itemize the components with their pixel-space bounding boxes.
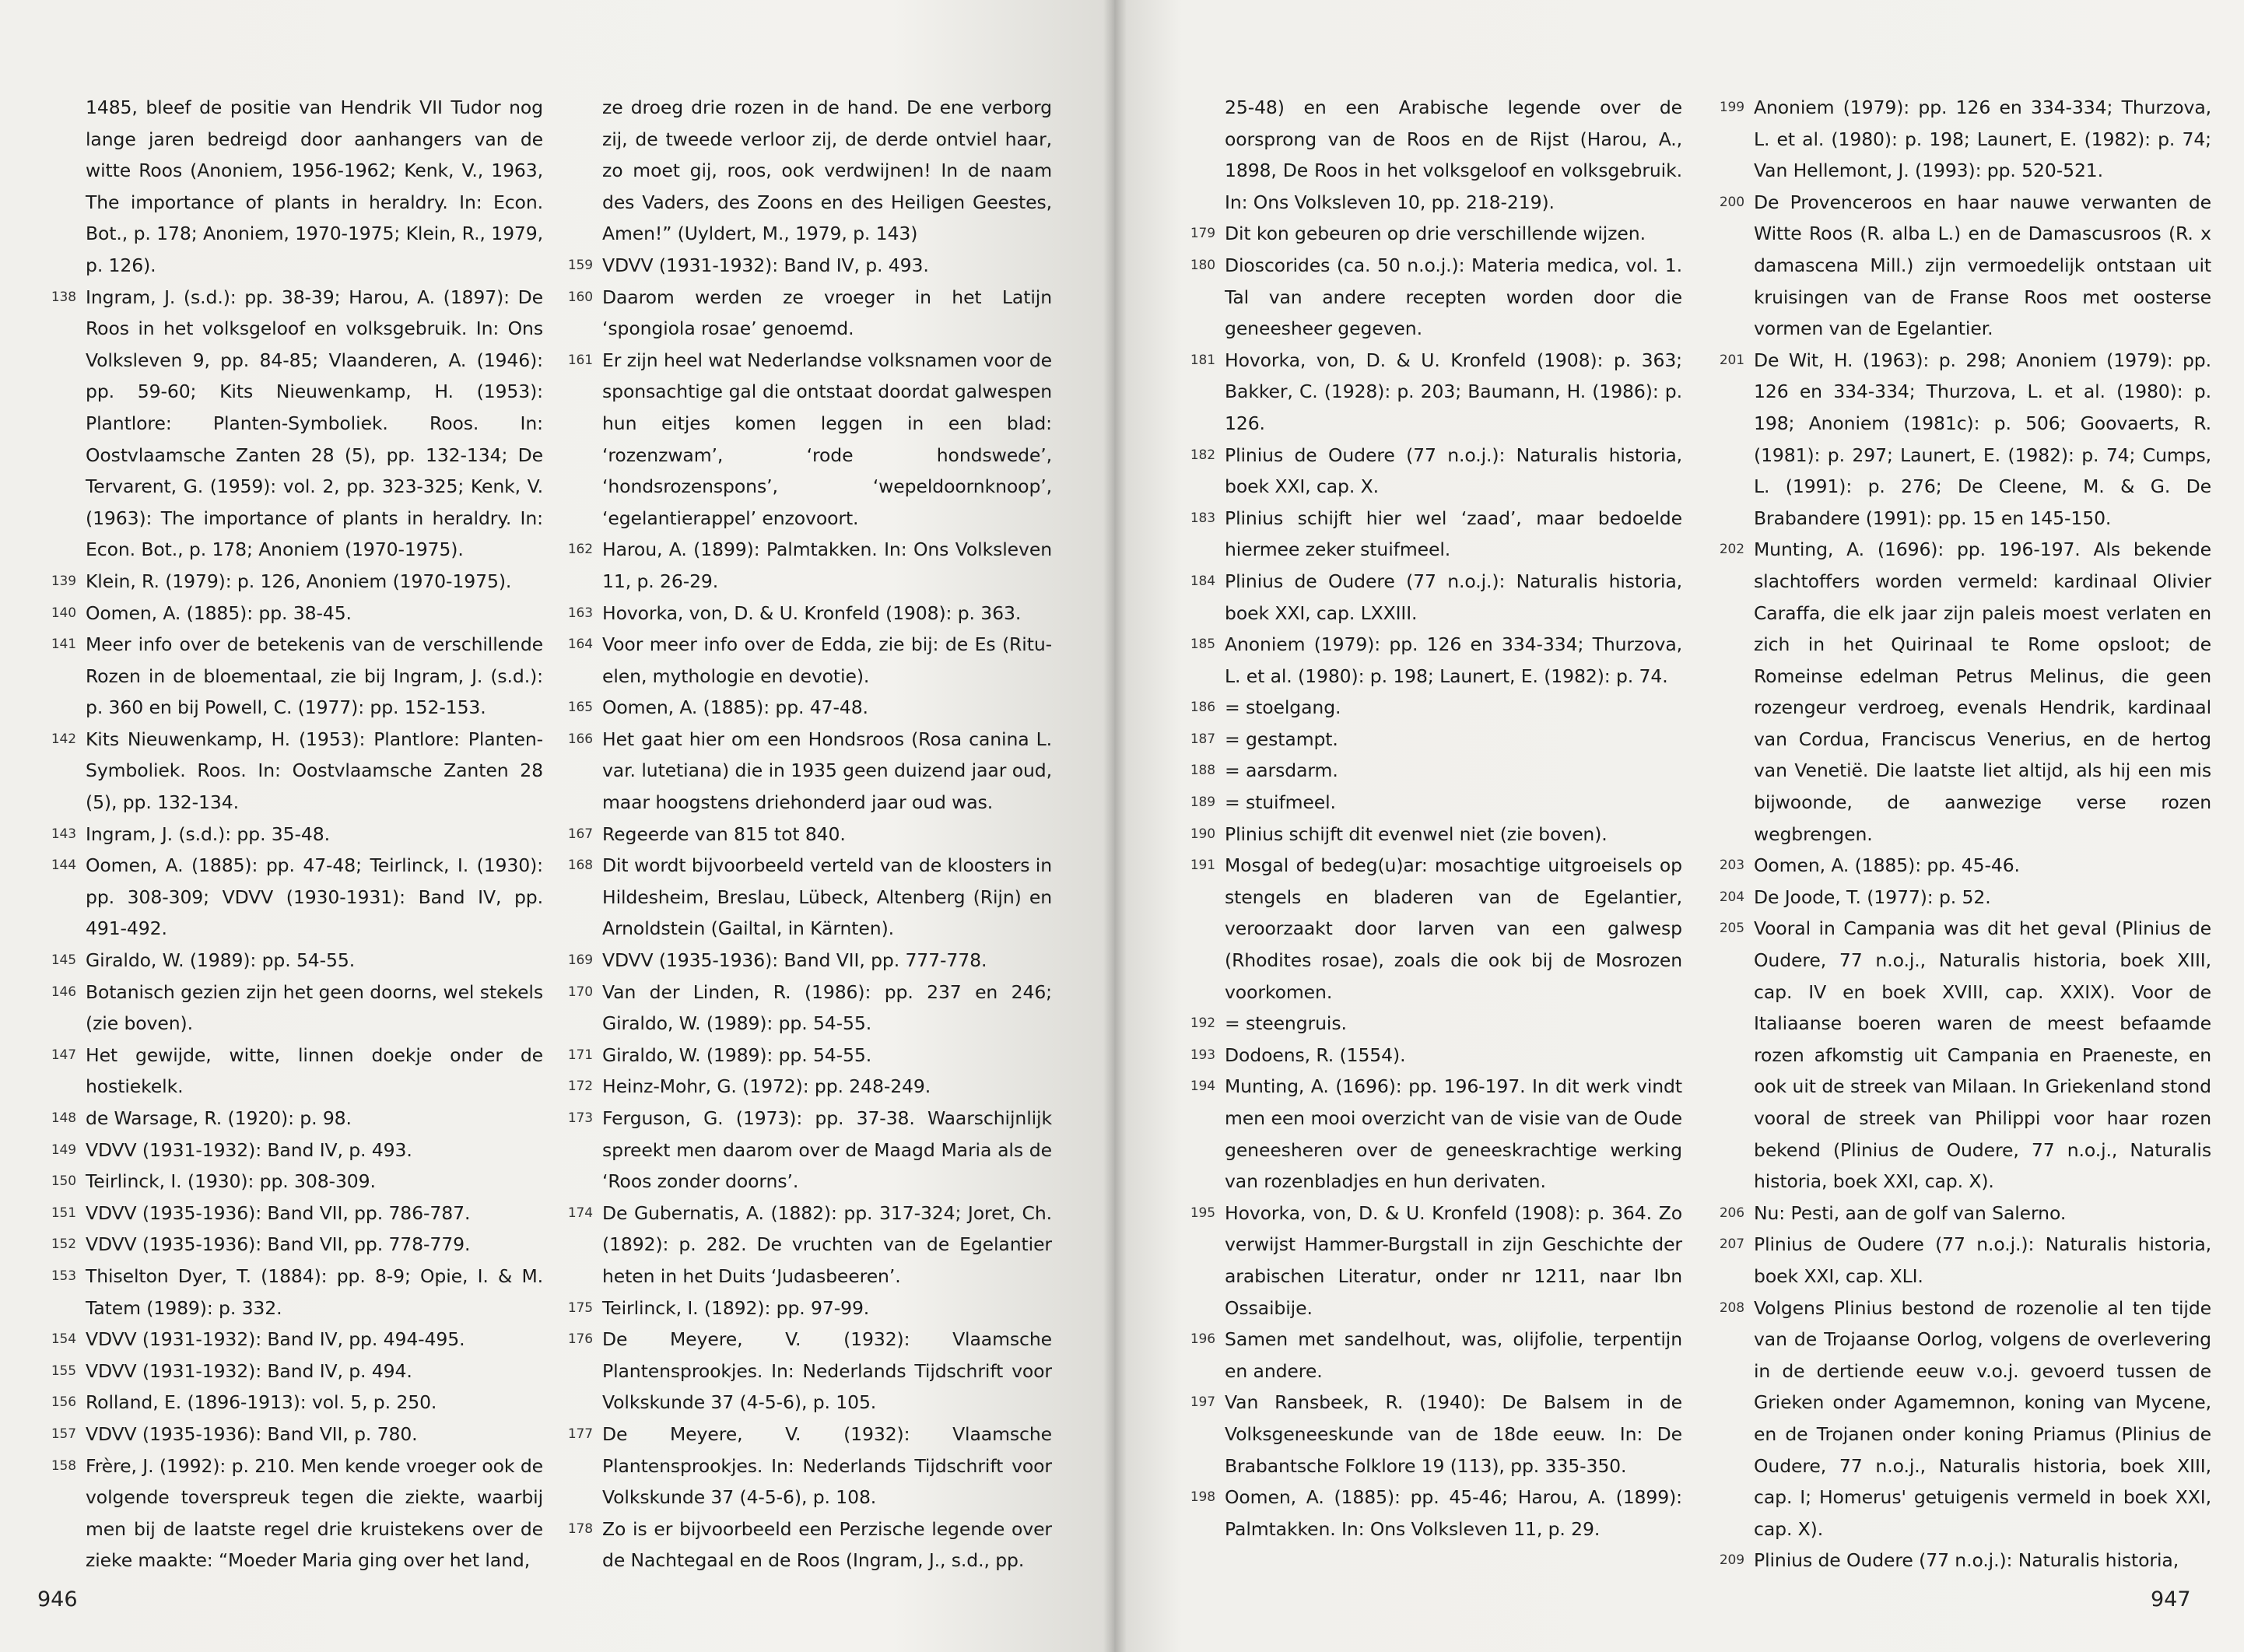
- footnote-item: [37, 1229, 543, 1261]
- footnote-text: Vooral in Campania was dit het geval (Plinius de Oudere, 77 n.o.j., Naturalis historia, boek XIII, cap. IV en boek XVIII, cap. XXIX). Voor de Italiaanse boeren waren de meest befaamde rozen afkomstig uit Campania en Praeneste, en ook uit de streek van Milaan. In Griekenland stond vooral de streek van Philippi voor haar rozen bekend (Plinius de Oudere, 77 n.o.j., Naturalis historia, boek XXI, cap. X).: [1754, 917, 2211, 1193]
- footnote-number: 190: [1190, 826, 1215, 842]
- footnote-text: 25-48) en een Arabische legende over de oorsprong van de Roos en de Rijst (Harou, A., 1898, De Roos in het volksgeloof en volksgebruik. In: Ons Volksleven 10, pp. 218-219).: [1225, 96, 1682, 213]
- footnote-number: 195: [1190, 1205, 1215, 1221]
- footnote-number: 205: [1719, 921, 1744, 937]
- footnote-item: [1706, 1292, 2211, 1545]
- footnote-item: [37, 1450, 543, 1577]
- footnote-number: 138: [51, 289, 76, 305]
- footnote-text: De Joode, T. (1977): p. 52.: [1754, 886, 1991, 908]
- footnote-text: Botanisch gezien zijn het geen doorns, wel stekels (zie boven).: [86, 980, 543, 1035]
- footnote-number: 160: [567, 289, 593, 305]
- footnote-text: Anoniem (1979): pp. 126 en 334-334; Thurzova, L. et al. (1980): p. 198; Launert, E. (1982): p. 74; Van Hellemont, J. (1993): pp. 520-521.: [1754, 96, 2211, 182]
- footnote-item: [37, 1419, 543, 1450]
- footnote-item: [1176, 1008, 1682, 1040]
- footnote-text: Hovorka, von, D. & U. Kronfeld (1908): p. 363.: [602, 602, 1022, 624]
- footnote-text: = stoelgang.: [1225, 696, 1341, 719]
- footnote-number: 147: [51, 1047, 76, 1063]
- footnote-text: Ferguson, G. (1973): pp. 37-38. Waarschijnlijk spreekt men daarom over de Maagd Maria als de ‘Roos zonder doorns’.: [602, 1107, 1052, 1193]
- footnote-text: Plinius de Oudere (77 n.o.j.): Naturalis historia, boek XXI, cap. XLI.: [1754, 1233, 2211, 1287]
- footnote-item: [37, 1387, 543, 1419]
- footnote-item: [37, 1040, 543, 1103]
- footnote-text: Dodoens, R. (1554).: [1225, 1043, 1406, 1066]
- footnote-number: 172: [567, 1079, 593, 1095]
- footnote-number: 187: [1190, 731, 1215, 747]
- footnote-number: 208: [1719, 1300, 1744, 1316]
- footnote-number: 194: [1190, 1079, 1215, 1095]
- footnote-text: Heinz-Mohr, G. (1972): pp. 248-249.: [602, 1075, 931, 1098]
- footnote-text: De Provenceroos en haar nauwe verwanten de Witte Roos (R. alba L.) en de Damascusroos (R. x damascena Mill.) zijn vermoedelijk ontstaan uit kruisingen van de Franse Roos met oosterse vormen van de Egelantier.: [1754, 191, 2211, 340]
- page-number-left: 946: [37, 1587, 78, 1612]
- footnote-number: 158: [51, 1457, 76, 1474]
- footnote-item: [37, 1261, 543, 1324]
- footnote-item: [554, 1419, 1052, 1513]
- footnote-item: [1176, 503, 1682, 566]
- footnote-item: [554, 819, 1052, 851]
- footnote-text: Giraldo, W. (1989): pp. 54-55.: [86, 949, 356, 972]
- footnote-item: [1176, 440, 1682, 503]
- footnote-number: 200: [1719, 194, 1744, 210]
- footnote-text: Volgens Plinius bestond de rozenolie al ten tijde van de Trojaanse Oorlog, volgens de overlevering in de dertiende eeuw v.o.j. gevoerd tussen de Grieken onder Agamemnon, koning van Mycene, en de Trojanen onder koning Priamus (Plinius de Oudere, 77 n.o.j., Naturalis historia, boek XIII, cap. I; Homerus' getuigenis vermeld in boek XXI, cap. X).: [1754, 1296, 2211, 1540]
- footnote-item: [1176, 250, 1682, 345]
- footnote-item: [554, 977, 1052, 1040]
- footnote-item: [554, 92, 1052, 250]
- footnote-item: [1706, 345, 2211, 535]
- right-page: [1114, 0, 2244, 1652]
- footnote-item: [554, 1324, 1052, 1419]
- footnote-item: [554, 250, 1052, 282]
- footnote-item: [1176, 692, 1682, 724]
- footnote-item: [37, 1166, 543, 1198]
- footnote-number: 206: [1719, 1205, 1744, 1221]
- page-number-right: 947: [2151, 1587, 2191, 1612]
- footnote-item: [1176, 1324, 1682, 1387]
- footnote-text: VDVV (1931-1932): Band IV, p. 493.: [602, 254, 929, 276]
- footnote-text: Frère, J. (1992): p. 210. Men kende vroeger ook de volgende toverspreuk tegen die ziekte, waarbij men bij de laatste regel drie kruistekens over de zieke maakte: “Moeder Maria ging over het land,: [86, 1454, 543, 1572]
- footnote-text: VDVV (1931-1932): Band IV, p. 493.: [86, 1138, 412, 1161]
- footnote-number: 165: [567, 700, 593, 716]
- footnote-text: Meer info over de betekenis van de verschillende Rozen in de bloementaal, zie bij Ingram, J. (s.d.): p. 360 en bij Powell, C. (1977): pp. 152-153.: [86, 633, 543, 719]
- footnote-number: 189: [1190, 794, 1215, 811]
- footnote-text: Harou, A. (1899): Palmtakken. In: Ons Volksleven 11, p. 26-29.: [602, 538, 1052, 592]
- footnote-item: [37, 92, 543, 282]
- footnote-item: [554, 724, 1052, 819]
- footnote-text: = gestampt.: [1225, 728, 1338, 750]
- footnote-text: Giraldo, W. (1989): pp. 54-55.: [602, 1043, 872, 1066]
- footnote-number: 167: [567, 826, 593, 842]
- footnote-item: [1176, 1482, 1682, 1545]
- footnote-text: Munting, A. (1696): pp. 196-197. In dit werk vindt men een mooi overzicht van de visie van de Oude geneesheren over de geneeskrachtige werking van rozenbladjes en hun derivaten.: [1225, 1075, 1682, 1193]
- footnote-number: 154: [51, 1331, 76, 1348]
- footnote-number: 174: [567, 1205, 593, 1221]
- footnote-text: ze droeg drie rozen in de hand. De ene verborg zij, de tweede verloor zij, de derde ontviel haar, zo moet gij, roos, ook verdwijnen! In de naam des Vaders, des Zoons en des Heiligen Geestes, Amen!” (Uyldert, M., 1979, p. 143): [602, 96, 1052, 245]
- footnote-number: 161: [567, 352, 593, 368]
- footnote-item: [1176, 92, 1682, 218]
- footnote-item: [554, 1292, 1052, 1324]
- footnote-text: Ingram, J. (s.d.): pp. 38-39; Harou, A. (1897): De Roos in het volksgeloof en volksgebruik. In: Ons Volksleven 9, pp. 84-85; Vlaanderen, A. (1946): pp. 59-60; Kits Nieuwenkamp, H. (1953): Plantlore: Planten-Symboliek. Roos. In: Oostvlaamsche Zanten 28 (5), pp. 132-134; De Tervarent, G. (1959): vol. 2, pp. 323-325; Kenk, V. (1963): The importance of plants in heraldry. In: Econ. Bot., p. 178; Anoniem (1970-1975).: [86, 286, 543, 561]
- footnote-item: [1176, 724, 1682, 756]
- footnote-text: Plinius de Oudere (77 n.o.j.): Naturalis historia, boek XXI, cap. LXXIII.: [1225, 570, 1682, 624]
- footnote-number: 139: [51, 573, 76, 589]
- footnote-item: [1176, 1040, 1682, 1072]
- footnote-text: Dit kon gebeuren op drie verschillende wijzen.: [1225, 223, 1646, 245]
- footnote-number: 162: [567, 542, 593, 558]
- footnote-item: [1706, 534, 2211, 850]
- footnote-number: 184: [1190, 573, 1215, 589]
- footnote-text: Plinius de Oudere (77 n.o.j.): Naturalis historia, boek XXI, cap. X.: [1225, 444, 1682, 498]
- footnote-item: [37, 945, 543, 977]
- footnote-number: 171: [567, 1047, 593, 1063]
- footnote-number: 196: [1190, 1331, 1215, 1348]
- footnote-column-4: [1706, 92, 2211, 1577]
- footnote-text: Voor meer info over de Edda, zie bij: de Es (Ritu-elen, mythologie en devotie).: [602, 633, 1052, 687]
- footnote-item: [37, 819, 543, 851]
- footnote-item: [1176, 1198, 1682, 1324]
- footnote-text: Er zijn heel wat Nederlandse volksnamen voor de sponsachtige gal die ontstaat doordat galwespen hun eitjes komen leggen in een blad: ‘rozenzwam’, ‘rode hondswede’, ‘hondsrozenspons’, ‘wepeldoornknoop’, ‘egelantierappel’ enzovoort.: [602, 349, 1052, 529]
- footnote-number: 164: [567, 637, 593, 653]
- footnote-text: Mosgal of bedeg(u)ar: mosachtige uitgroeisels op stengels en bladeren van de Egelantier, veroorzaakt door larven van een galwesp (Rhodites rosae), zoals die ook bij de Mosrozen voorkomen.: [1225, 854, 1682, 1003]
- footnote-number: 156: [51, 1394, 76, 1411]
- footnote-number: 150: [51, 1173, 76, 1190]
- footnote-number: 191: [1190, 858, 1215, 874]
- footnote-column-3: [1176, 92, 1682, 1545]
- footnote-item: [1176, 345, 1682, 440]
- footnote-item: [37, 598, 543, 630]
- footnote-number: 151: [51, 1205, 76, 1221]
- footnote-item: [1176, 218, 1682, 250]
- footnote-number: 176: [567, 1331, 593, 1348]
- footnote-text: Oomen, A. (1885): pp. 38-45.: [86, 602, 352, 624]
- footnote-number: 146: [51, 984, 76, 1000]
- footnote-item: [1706, 1198, 2211, 1229]
- footnote-text: Dioscorides (ca. 50 n.o.j.): Materia medica, vol. 1. Tal van andere recepten worden door die geneesheer gegeven.: [1225, 254, 1682, 340]
- footnote-item: [1706, 913, 2211, 1197]
- footnote-item: [554, 282, 1052, 345]
- footnote-text: Oomen, A. (1885): pp. 45-46; Harou, A. (1899): Palmtakken. In: Ons Volksleven 11, p. 29.: [1225, 1486, 1682, 1540]
- footnote-item: [554, 1103, 1052, 1198]
- footnote-number: 143: [51, 826, 76, 842]
- footnote-text: = stuifmeel.: [1225, 791, 1336, 814]
- footnote-item: [1706, 187, 2211, 345]
- footnote-number: 159: [567, 257, 593, 273]
- footnote-number: 202: [1719, 542, 1744, 558]
- footnote-item: [37, 850, 543, 945]
- footnote-item: [37, 1356, 543, 1387]
- footnote-number: 168: [567, 858, 593, 874]
- footnote-item: [1176, 850, 1682, 1008]
- footnote-number: 185: [1190, 637, 1215, 653]
- footnote-item: [37, 629, 543, 724]
- footnote-number: 182: [1190, 447, 1215, 463]
- footnote-text: Nu: Pesti, aan de golf van Salerno.: [1754, 1201, 2067, 1224]
- footnote-text: = steengruis.: [1225, 1012, 1347, 1035]
- footnote-number: 170: [567, 984, 593, 1000]
- footnote-item: [554, 598, 1052, 630]
- footnote-item: [554, 1513, 1052, 1577]
- footnote-number: 166: [567, 731, 593, 747]
- footnote-number: 149: [51, 1142, 76, 1158]
- footnote-number: 179: [1190, 226, 1215, 242]
- footnote-number: 207: [1719, 1236, 1744, 1253]
- footnote-text: Oomen, A. (1885): pp. 47-48.: [602, 696, 868, 719]
- footnote-item: [554, 1198, 1052, 1292]
- footnote-item: [554, 1040, 1052, 1072]
- footnote-number: 197: [1190, 1394, 1215, 1411]
- footnote-item: [37, 1103, 543, 1135]
- footnote-text: Plinius schijft dit evenwel niet (zie boven).: [1225, 822, 1608, 845]
- footnote-text: Hovorka, von, D. & U. Kronfeld (1908): p. 364. Zo verwijst Hammer-Burgstall in zijn Geschichte der arabischen Literatur, onder nr 1211, naar Ibn Ossaibije.: [1225, 1201, 1682, 1319]
- footnote-number: 193: [1190, 1047, 1215, 1063]
- footnote-text: Daarom werden ze vroeger in het Latijn ‘spongiola rosae’ genoemd.: [602, 286, 1052, 340]
- footnote-item: [1176, 566, 1682, 629]
- footnote-text: Rolland, E. (1896-1913): vol. 5, p. 250.: [86, 1391, 437, 1414]
- footnote-text: Kits Nieuwenkamp, H. (1953): Plantlore: Planten-Symboliek. Roos. In: Oostvlaamsche Zanten 28 (5), pp. 132-134.: [86, 728, 543, 814]
- footnote-item: [37, 724, 543, 819]
- footnote-item: [1176, 1387, 1682, 1482]
- footnote-number: 163: [567, 605, 593, 621]
- footnote-text: Van der Linden, R. (1986): pp. 237 en 246; Giraldo, W. (1989): pp. 54-55.: [602, 980, 1052, 1035]
- footnote-text: Dit wordt bijvoorbeeld verteld van de kloosters in Hildesheim, Breslau, Lübeck, Altenberg (Rijn) en Arnoldstein (Gailtal, in Kärnten).: [602, 854, 1052, 940]
- footnote-text: VDVV (1935-1936): Band VII, pp. 777-778.: [602, 949, 987, 972]
- footnote-text: VDVV (1935-1936): Band VII, p. 780.: [86, 1422, 418, 1445]
- footnote-number: 142: [51, 731, 76, 747]
- footnote-item: [1706, 850, 2211, 882]
- footnote-text: Plinius schijft hier wel ‘zaad’, maar bedoelde hiermee zeker stuifmeel.: [1225, 507, 1682, 561]
- footnote-text: Oomen, A. (1885): pp. 47-48; Teirlinck, I. (1930): pp. 308-309; VDVV (1930-1931): Band IV, pp. 491-492.: [86, 854, 543, 940]
- footnote-item: [37, 977, 543, 1040]
- footnote-number: 188: [1190, 763, 1215, 779]
- footnote-text: Teirlinck, I. (1892): pp. 97-99.: [602, 1296, 870, 1319]
- footnote-number: 153: [51, 1268, 76, 1284]
- footnote-text: Het gewijde, witte, linnen doekje onder de hostiekelk.: [86, 1043, 543, 1098]
- footnote-item: [1706, 92, 2211, 187]
- footnote-text: de Warsage, R. (1920): p. 98.: [86, 1107, 352, 1129]
- footnote-item: [1706, 1545, 2211, 1577]
- footnote-item: [1706, 1229, 2211, 1292]
- footnote-text: De Meyere, V. (1932): Vlaamsche Plantensprookjes. In: Nederlands Tijdschrift voor Volkskunde 37 (4-5-6), p. 105.: [602, 1328, 1052, 1414]
- footnote-item: [554, 629, 1052, 692]
- footnote-number: 201: [1719, 352, 1744, 368]
- footnote-number: 192: [1190, 1015, 1215, 1032]
- footnote-number: 204: [1719, 889, 1744, 905]
- footnote-text: VDVV (1935-1936): Band VII, pp. 778-779.: [86, 1233, 471, 1256]
- footnote-number: 152: [51, 1236, 76, 1253]
- footnote-item: [554, 345, 1052, 535]
- footnote-item: [1176, 819, 1682, 851]
- footnote-number: 144: [51, 858, 76, 874]
- footnote-text: VDVV (1931-1932): Band IV, p. 494.: [86, 1359, 412, 1382]
- footnote-item: [37, 282, 543, 566]
- footnote-text: 1485, bleef de positie van Hendrik VII Tudor nog lange jaren bedreigd door aanhangers van de witte Roos (Anoniem, 1956-1962; Kenk, V., 1963, The importance of plants in heraldry. In: Econ. Bot., p. 178; Anoniem, 1970-1975; Klein, R., 1979, p. 126).: [86, 96, 543, 276]
- footnote-text: Zo is er bijvoorbeeld een Perzische legende over de Nachtegaal en de Roos (Ingram, J., s.d., pp.: [602, 1517, 1052, 1572]
- footnote-number: 198: [1190, 1489, 1215, 1506]
- footnote-item: [37, 566, 543, 598]
- footnote-text: Samen met sandelhout, was, olijfolie, terpentijn en andere.: [1225, 1328, 1682, 1382]
- footnote-text: Hovorka, von, D. & U. Kronfeld (1908): p. 363; Bakker, C. (1928): p. 203; Baumann, H. (1986): p. 126.: [1225, 349, 1682, 434]
- footnote-text: VDVV (1935-1936): Band VII, pp. 786-787.: [86, 1201, 471, 1224]
- footnote-number: 157: [51, 1426, 76, 1442]
- footnote-item: [1176, 1071, 1682, 1197]
- footnote-item: [554, 945, 1052, 977]
- footnote-item: [554, 692, 1052, 724]
- footnote-text: Anoniem (1979): pp. 126 en 334-334; Thurzova, L. et al. (1980): p. 198; Launert, E. (1982): p. 74.: [1225, 633, 1682, 687]
- footnote-number: 186: [1190, 700, 1215, 716]
- footnote-text: De Gubernatis, A. (1882): pp. 317-324; Joret, Ch. (1892): p. 282. De vruchten van de Egelantier heten in het Duits ‘Judasbeeren’.: [602, 1201, 1052, 1287]
- footnote-number: 141: [51, 637, 76, 653]
- footnote-text: Klein, R. (1979): p. 126, Anoniem (1970-1975).: [86, 570, 512, 592]
- footnote-number: 169: [567, 952, 593, 969]
- footnote-text: Van Ransbeek, R. (1940): De Balsem in de Volksgeneeskunde van de 18de eeuw. In: De Brabantsche Folklore 19 (113), pp. 335-350.: [1225, 1391, 1682, 1477]
- footnote-column-2: [554, 92, 1052, 1577]
- footnote-item: [1176, 755, 1682, 787]
- footnote-text: Plinius de Oudere (77 n.o.j.): Naturalis historia,: [1754, 1549, 2179, 1572]
- footnote-item: [1176, 787, 1682, 819]
- footnote-number: 148: [51, 1110, 76, 1126]
- footnote-text: Het gaat hier om een Hondsroos (Rosa canina L. var. lutetiana) die in 1935 geen duizend jaar oud, maar hoogstens driehonderd jaar oud was.: [602, 728, 1052, 814]
- footnote-number: 203: [1719, 858, 1744, 874]
- footnote-text: VDVV (1931-1932): Band IV, pp. 494-495.: [86, 1328, 465, 1351]
- footnote-item: [37, 1198, 543, 1229]
- footnote-number: 173: [567, 1110, 593, 1126]
- footnote-column-1: [37, 92, 543, 1577]
- footnote-text: = aarsdarm.: [1225, 759, 1338, 782]
- footnote-item: [37, 1324, 543, 1356]
- footnote-item: [37, 1135, 543, 1166]
- footnote-text: Munting, A. (1696): pp. 196-197. Als bekende slachtoffers worden vermeld: kardinaal Olivier Caraffa, die elk jaar zijn paleis moest verlaten en zich in het Quirinaal te Rome opsloot; de Romeinse edelman Petrus Melinus, die geen rozengeur verdroeg, evenals Hendrik, kardinaal van Cordua, Franciscus Venerius, en de hertog van Venetië. Die laatste liet altijd, als hij een mis bijwoonde, de aanwezige verse rozen wegbrengen.: [1754, 538, 2211, 845]
- footnote-item: [554, 850, 1052, 945]
- footnote-text: De Meyere, V. (1932): Vlaamsche Plantensprookjes. In: Nederlands Tijdschrift voor Volkskunde 37 (4-5-6), p. 108.: [602, 1422, 1052, 1509]
- left-page: [0, 0, 1114, 1652]
- footnote-number: 183: [1190, 510, 1215, 526]
- book-gutter: [1103, 0, 1127, 1652]
- footnote-text: Oomen, A. (1885): pp. 45-46.: [1754, 854, 2020, 877]
- footnote-item: [1706, 882, 2211, 914]
- footnote-number: 155: [51, 1363, 76, 1379]
- footnote-number: 175: [567, 1300, 593, 1316]
- footnote-text: Thiselton Dyer, T. (1884): pp. 8-9; Opie, I. & M. Tatem (1989): p. 332.: [86, 1264, 543, 1319]
- footnote-item: [554, 534, 1052, 597]
- footnote-number: 209: [1719, 1552, 1744, 1569]
- footnote-text: De Wit, H. (1963): p. 298; Anoniem (1979): pp. 126 en 334-334; Thurzova, L. et al. (1980): p. 198; Anoniem (1981c): p. 506; Goovaerts, R. (1981): p. 297; Launert, E. (1982): p. 74; Cumps, L. (1991): p. 276; De Cleene, M. & G. De Brabandere (1991): pp. 15 en 145-150.: [1754, 349, 2211, 529]
- footnote-number: 180: [1190, 257, 1215, 273]
- footnote-item: [554, 1071, 1052, 1103]
- footnote-number: 177: [567, 1426, 593, 1442]
- footnote-number: 178: [567, 1520, 593, 1537]
- footnote-text: Ingram, J. (s.d.): pp. 35-48.: [86, 822, 330, 845]
- footnote-text: Regeerde van 815 tot 840.: [602, 822, 846, 845]
- footnote-number: 199: [1719, 100, 1744, 115]
- footnote-number: 145: [51, 952, 76, 969]
- footnote-item: [1176, 629, 1682, 692]
- footnote-number: 181: [1190, 352, 1215, 368]
- footnote-text: Teirlinck, I. (1930): pp. 308-309.: [86, 1170, 376, 1193]
- footnote-number: 140: [51, 605, 76, 621]
